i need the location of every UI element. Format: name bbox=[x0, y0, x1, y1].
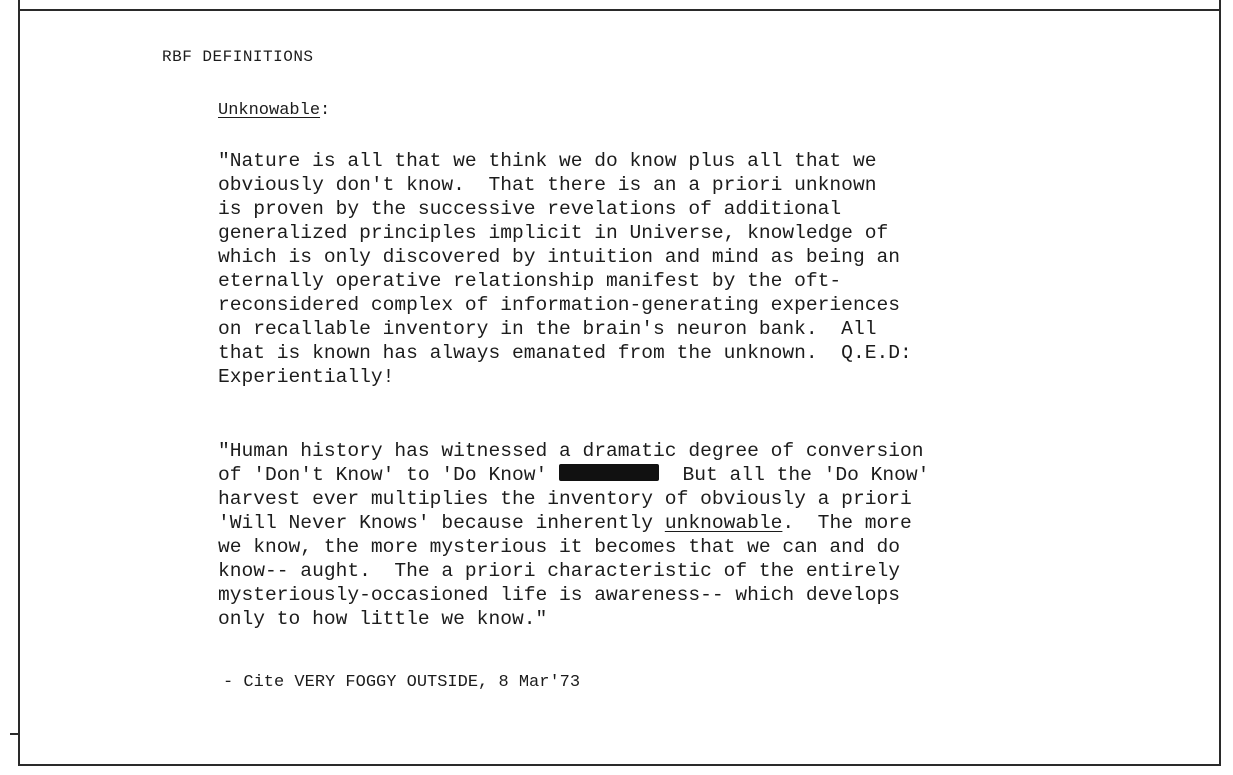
quote2-line: we know, the more mysterious it becomes that we can and do bbox=[218, 536, 900, 558]
quote1-line: "Nature is all that we think we do know plus all that we bbox=[218, 150, 877, 172]
term-word: Unknowable bbox=[218, 101, 321, 120]
quote2-line: harvest ever multiplies the inventory of obviously a priori bbox=[218, 488, 912, 510]
quote1-line: which is only discovered by intuition and mind as being an bbox=[218, 246, 900, 268]
quote-paragraph-2 bbox=[218, 439, 929, 631]
redaction-block bbox=[559, 464, 659, 481]
quote1-line: eternally operative relationship manifest by the oft- bbox=[218, 270, 842, 292]
quote2-line: know-- aught. The a priori characteristic of the entirely bbox=[218, 560, 900, 582]
quote2-line: of 'Don't Know' to 'Do Know' bbox=[218, 464, 559, 486]
underlined-word: unknowable bbox=[664, 512, 783, 534]
quote1-line: obviously don't know. That there is an a priori unknown bbox=[218, 174, 877, 196]
quote2-line: . The more bbox=[782, 512, 912, 534]
quote1-line: on recallable inventory in the brain's neuron bank. All bbox=[218, 318, 877, 340]
quote-paragraph-1 bbox=[218, 149, 912, 389]
citation: - Cite VERY FOGGY OUTSIDE, 8 Mar'73 bbox=[223, 673, 581, 692]
quote2-line: 'Will Never Knows' because inherently bbox=[218, 512, 665, 534]
quote2-line: "Human history has witnessed a dramatic degree of conversion bbox=[218, 440, 924, 462]
quote2-line: only to how little we know." bbox=[218, 608, 548, 630]
document-heading: RBF DEFINITIONS bbox=[162, 48, 314, 66]
quote1-line: generalized principles implicit in Universe, knowledge of bbox=[218, 222, 889, 244]
quote1-line: that is known has always emanated from the unknown. Q.E.D: bbox=[218, 342, 912, 364]
quote1-line: Experientially! bbox=[218, 366, 395, 388]
quote2-line: mysteriously-occasioned life is awareness-- which develops bbox=[218, 584, 900, 606]
quote1-line: is proven by the successive revelations of additional bbox=[218, 198, 842, 220]
term-heading bbox=[218, 101, 330, 120]
card-corner-mark bbox=[10, 733, 18, 735]
quote2-line: But all the 'Do Know' bbox=[659, 464, 930, 486]
term-colon: : bbox=[320, 101, 331, 120]
card-top-border bbox=[18, 9, 1221, 11]
quote1-line: reconsidered complex of information-generating experiences bbox=[218, 294, 900, 316]
